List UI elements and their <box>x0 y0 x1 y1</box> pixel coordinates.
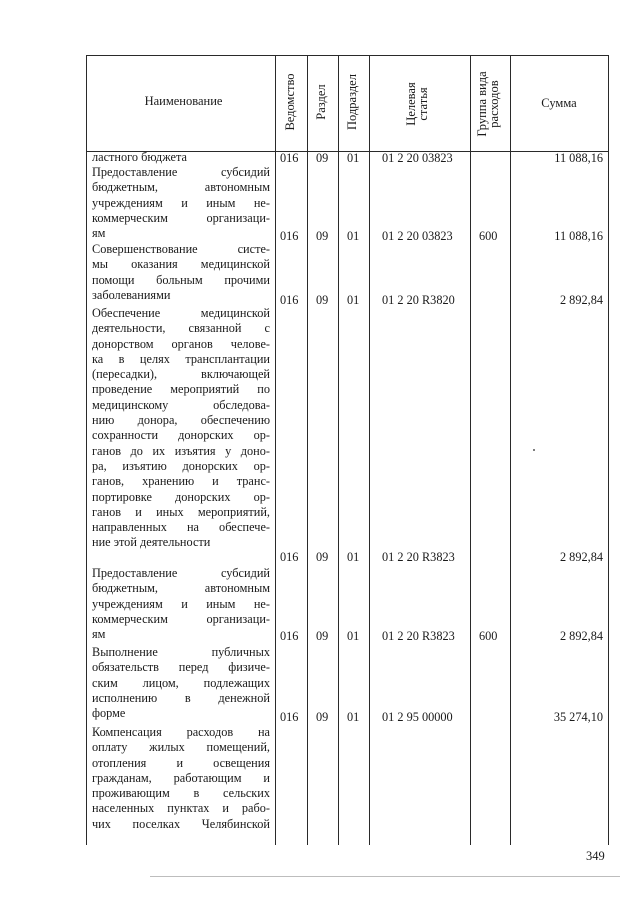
row-2-podrazdel: 01 <box>347 293 360 307</box>
row-2-name <box>92 242 270 303</box>
row-0-celevaya: 01 2 20 03823 <box>382 151 453 165</box>
row-3-name-line: ганов и иных мероприятий, <box>92 504 270 519</box>
row-2-name-line: помощи больным прочими <box>92 272 270 287</box>
row-3-name-line: портировке донорских ор- <box>92 489 270 504</box>
row-4-summa: 2 892,84 <box>559 629 603 643</box>
row-1-name-line: коммерческим организаци- <box>92 210 270 225</box>
row-5-name-line: форме <box>92 706 126 721</box>
col-divider-gruppa <box>510 55 511 845</box>
header-name: Наименование <box>144 94 223 108</box>
row-2-name-line: мы оказания медицинской <box>92 257 270 272</box>
row-2-razdel: 09 <box>316 293 329 307</box>
row-0-vedomstvo: 016 <box>280 151 299 165</box>
row-2-summa: 2 892,84 <box>559 293 603 307</box>
row-5-name-line: обязательств перед физиче- <box>92 660 270 675</box>
row-3-name-line: донорством органов челове- <box>92 336 270 351</box>
table-right-border <box>608 55 609 845</box>
row-1-razdel: 09 <box>316 229 329 243</box>
col-divider-podrazdel <box>369 55 370 845</box>
row-5-name-line: ским лицом, подлежащих <box>92 675 270 690</box>
row-3-summa: 2 892,84 <box>559 550 603 564</box>
col-divider-razdel <box>338 55 339 845</box>
row-3-name-line: ганов, хранению и транс- <box>92 474 270 489</box>
row-6-name-line: оплату жилых помещений, <box>92 740 270 755</box>
row-4-vedomstvo: 016 <box>280 629 299 643</box>
header-podrazdel: Подраздел <box>345 74 359 130</box>
col-divider-name <box>275 55 276 845</box>
row-6-name-line: Компенсация расходов на <box>92 725 270 739</box>
row-3-name-line: ние этой деятельности <box>92 535 211 550</box>
row-4-name-line: коммерческим организаци- <box>92 611 270 626</box>
col-divider-celevaya <box>470 55 471 845</box>
page-edge-line <box>150 876 620 877</box>
row-4-celevaya: 01 2 20 R3823 <box>382 629 455 643</box>
row-3-podrazdel: 01 <box>347 550 360 564</box>
row-1-gruppa: 600 <box>479 229 498 243</box>
row-3-name-line: медицинскому обследова- <box>92 397 270 412</box>
row-3-celevaya: 01 2 20 R3823 <box>382 550 455 564</box>
row-4-gruppa: 600 <box>479 629 498 643</box>
row-1-name-line: учреждениям и иным не- <box>92 195 270 210</box>
row-3-vedomstvo: 016 <box>280 550 299 564</box>
scan-speck <box>533 449 535 451</box>
row-1-name-line: ям <box>92 226 106 241</box>
row-5-vedomstvo: 016 <box>280 710 299 724</box>
row-2-name-line: заболеваниями <box>92 287 171 302</box>
row-3-name-line: ра, изъятию донорских ор- <box>92 458 270 473</box>
header-razdel: Раздел <box>314 84 328 120</box>
row-0-podrazdel: 01 <box>347 151 360 165</box>
row-1-celevaya: 01 2 20 03823 <box>382 229 453 243</box>
row-6-name <box>92 725 270 832</box>
row-4-name-line: ям <box>92 627 106 642</box>
row-4-name-line: бюджетным, автономным <box>92 581 270 596</box>
row-4-razdel: 09 <box>316 629 329 643</box>
header-celevaya-statya: Целевая статья <box>404 82 430 126</box>
row-2-vedomstvo: 016 <box>280 293 299 307</box>
table-left-border <box>86 55 87 845</box>
row-3-razdel: 09 <box>316 550 329 564</box>
row-1-name-line: бюджетным, автономным <box>92 180 270 195</box>
row-5-name-line: исполнению в денежной <box>92 690 270 705</box>
row-6-name-line: населенных пунктах и рабо- <box>92 801 270 816</box>
row-6-name-line: отопления и освещения <box>92 755 270 770</box>
row-0-razdel: 09 <box>316 151 329 165</box>
row-3-name-line: нию донора, обеспечению <box>92 413 270 428</box>
row-1-name-line: Предоставление субсидий <box>92 165 270 179</box>
row-3-name-line: ка в целях трансплантации <box>92 351 270 366</box>
row-5-celevaya: 01 2 95 00000 <box>382 710 453 724</box>
row-4-name-line: Предоставление субсидий <box>92 566 270 580</box>
row-4-name-line: учреждениям и иным не- <box>92 596 270 611</box>
row-6-name-line: проживающим в сельских <box>92 786 270 801</box>
header-gruppa-vida-rashodov: Группа вида расходов <box>475 71 501 137</box>
col-divider-vedomstvo <box>307 55 308 845</box>
row-3-name-line: деятельности, связанной с <box>92 321 270 336</box>
row-5-name <box>92 645 270 721</box>
row-5-podrazdel: 01 <box>347 710 360 724</box>
page-number: 349 <box>586 849 605 863</box>
row-0-name <box>92 150 270 165</box>
header-summa: Сумма <box>541 96 577 110</box>
row-1-podrazdel: 01 <box>347 229 360 243</box>
row-3-name <box>92 306 270 551</box>
row-3-name-line: сохранности донорских ор- <box>92 428 270 443</box>
header-vedomstvo: Ведомство <box>283 73 297 131</box>
row-4-podrazdel: 01 <box>347 629 360 643</box>
row-5-razdel: 09 <box>316 710 329 724</box>
row-1-summa: 11 088,16 <box>554 229 603 243</box>
row-3-name-line: ганов до их изъятия у доно- <box>92 443 270 458</box>
row-2-celevaya: 01 2 20 R3820 <box>382 293 455 307</box>
row-4-name <box>92 566 270 642</box>
row-5-name-line: Выполнение публичных <box>92 645 270 659</box>
row-3-name-line: Обеспечение медицинской <box>92 306 270 320</box>
row-3-name-line: направленных на обеспече- <box>92 520 270 535</box>
row-1-vedomstvo: 016 <box>280 229 299 243</box>
row-3-name-line: (пересадки), включающей <box>92 367 270 382</box>
row-0-summa: 11 088,16 <box>554 151 603 165</box>
row-6-name-line: гражданам, работающим и <box>92 770 270 785</box>
row-3-name-line: проведение мероприятий по <box>92 382 270 397</box>
row-0-name-line: ластного бюджета <box>92 150 187 164</box>
row-2-name-line: Совершенствование систе- <box>92 242 270 256</box>
row-1-name <box>92 165 270 241</box>
row-6-name-line: чих поселках Челябинской <box>92 816 270 831</box>
row-5-summa: 35 274,10 <box>553 710 603 724</box>
